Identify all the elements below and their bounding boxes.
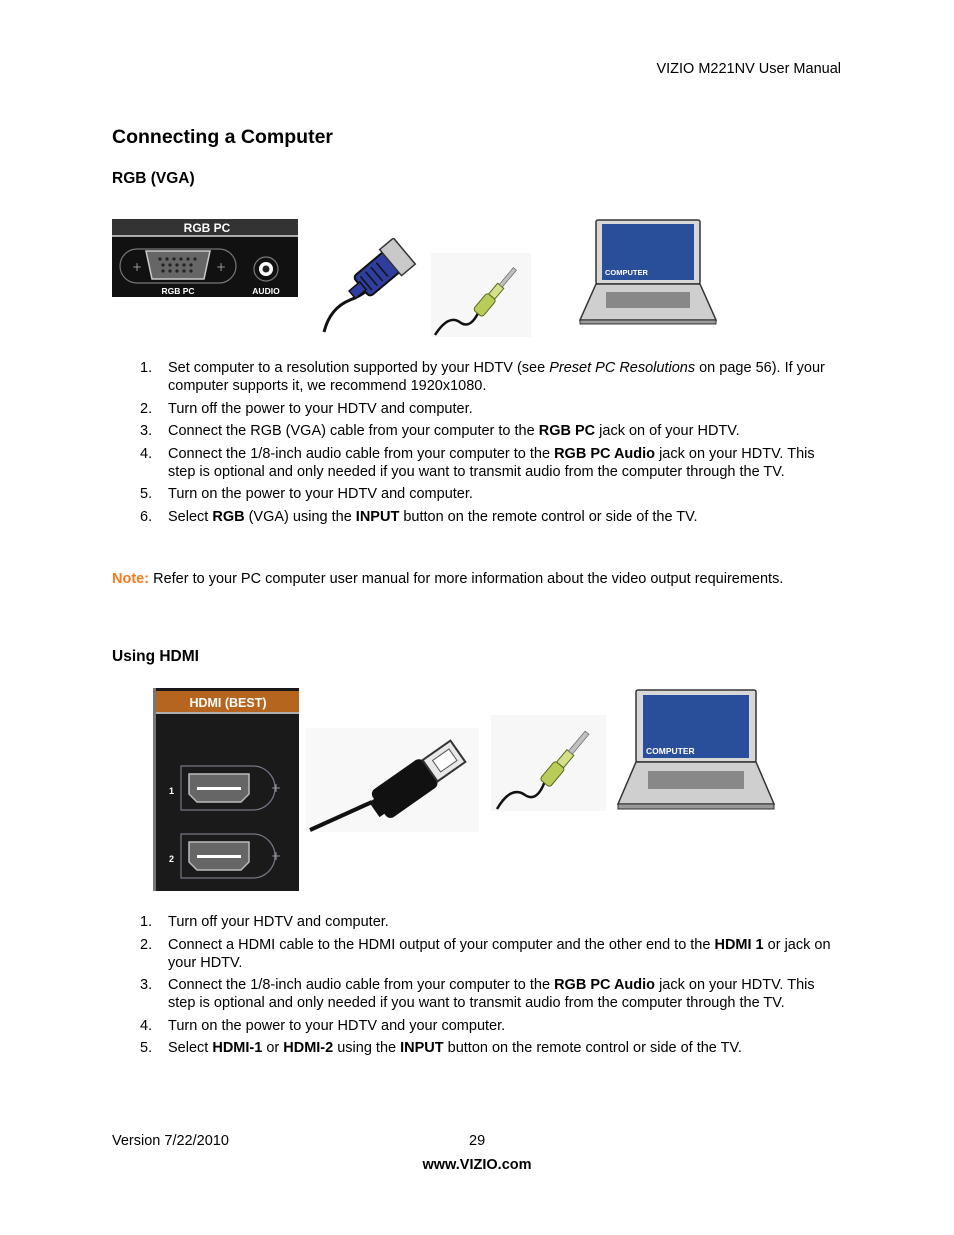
page-number: 29 (469, 1133, 486, 1149)
step-text: Set computer to a resolution supported by your HDTV (see (168, 360, 550, 376)
svg-text:+: + (132, 260, 143, 274)
step-number: 4. (140, 445, 153, 462)
step-item (112, 913, 842, 931)
hdmi-port1-label: 1 (169, 786, 175, 796)
hdmi-heading: Using HDMI (112, 648, 199, 665)
manual-title: VIZIO M221NV User Manual (656, 61, 841, 77)
step-item (112, 936, 842, 972)
svg-text:+: + (271, 781, 282, 795)
rgb-panel-title: RGB PC (183, 221, 231, 235)
step-text: jack on of your HDTV. (595, 423, 740, 439)
version-text: Version 7/22/2010 (112, 1133, 229, 1149)
laptop-label: COMPUTER (605, 268, 648, 277)
hdmi-panel-title: HDMI (BEST) (189, 696, 267, 710)
step-text: button on the remote control or side of the TV. (399, 508, 698, 525)
step-text: INPUT (400, 1040, 444, 1056)
step-text: or (262, 1040, 284, 1056)
step-number: 4. (140, 1017, 153, 1034)
audio-port-label: AUDIO (252, 286, 280, 296)
step-number: 5. (140, 1040, 153, 1056)
step-item (112, 485, 842, 503)
step-text: Turn off the power to your HDTV and computer. (168, 400, 473, 417)
step-text: INPUT (355, 508, 400, 525)
step-text: jack on your HDTV. This step is optional and only needed if you want to transmit audio from the computer through the TV. (168, 977, 815, 1011)
step-number: 3. (140, 423, 153, 439)
audio-cable-image-2 (491, 715, 606, 811)
step-number: 2. (140, 936, 153, 953)
step-text: RGB (212, 508, 245, 525)
laptop-image-2 (616, 688, 778, 812)
step-text: Turn on the power to your HDTV and computer. (168, 486, 473, 502)
step-item (112, 445, 842, 481)
hdmi-steps-list (112, 913, 842, 1062)
step-text: on page 56). If your computer supports it, we recommend 1920x1080. (168, 360, 825, 394)
step-text: HDMI-1 (212, 1040, 263, 1056)
vga-cable-image (320, 238, 425, 336)
step-number: 6. (140, 508, 153, 525)
step-text: button on the remote control or side of the TV. (443, 1040, 742, 1056)
step-text: Connect the 1/8-inch audio cable from your computer to the (168, 977, 555, 993)
step-text: or jack on your HDTV. (168, 936, 831, 971)
step-text: Turn on the power to your HDTV and your computer. (168, 1017, 506, 1034)
note (112, 571, 852, 587)
step-number: 2. (140, 400, 153, 417)
laptop-image (578, 218, 718, 326)
step-text: (VGA) using the (244, 508, 356, 525)
step-item (112, 422, 842, 440)
step-text: RGB PC Audio (554, 977, 656, 993)
rgb-steps-list (112, 359, 842, 530)
step-text: RGB PC (538, 423, 596, 439)
step-text: Turn off your HDTV and computer. (168, 914, 389, 930)
hdmi-panel (153, 688, 299, 891)
note-text: Refer to your PC computer user manual for more information about the video output requirements. (149, 571, 784, 587)
website-link[interactable]: www.VIZIO.com (422, 1157, 532, 1173)
step-item (112, 400, 842, 418)
svg-text:+: + (271, 849, 282, 863)
step-item (112, 976, 842, 1012)
note-label: Note: (112, 571, 150, 587)
step-item (112, 1017, 842, 1035)
step-text: Preset PC Resolutions (549, 360, 696, 376)
step-text: using the (333, 1040, 401, 1056)
step-item (112, 508, 842, 526)
hdmi-port2-label: 2 (169, 854, 175, 864)
svg-text:+: + (216, 260, 227, 274)
rgb-port-label: RGB PC (161, 286, 195, 296)
step-item (112, 359, 842, 395)
step-text: Select (168, 508, 213, 525)
step-text: Connect the RGB (VGA) cable from your computer to the (168, 423, 539, 439)
step-text: HDMI 1 (714, 936, 764, 953)
rgb-pc-panel (112, 219, 298, 297)
step-number: 1. (140, 914, 153, 930)
step-number: 5. (140, 486, 153, 502)
step-item (112, 1039, 842, 1057)
step-text: Select (168, 1040, 213, 1056)
step-text: HDMI-2 (283, 1040, 334, 1056)
section-title: Connecting a Computer (112, 126, 334, 148)
hdmi-cable-image (306, 728, 479, 832)
step-text: RGB PC Audio (554, 445, 656, 462)
step-number: 1. (140, 360, 153, 376)
step-number: 3. (140, 977, 153, 993)
step-text: jack on your HDTV. This step is optional and only needed if you want to transmit audio from the computer through the TV. (168, 445, 815, 480)
rgb-heading: RGB (VGA) (112, 170, 195, 187)
laptop-label-2: COMPUTER (646, 746, 695, 756)
step-text: Connect the 1/8-inch audio cable from your computer to the (168, 445, 555, 462)
step-text: Connect a HDMI cable to the HDMI output of your computer and the other end to the (168, 936, 715, 953)
audio-cable-image (431, 253, 531, 337)
